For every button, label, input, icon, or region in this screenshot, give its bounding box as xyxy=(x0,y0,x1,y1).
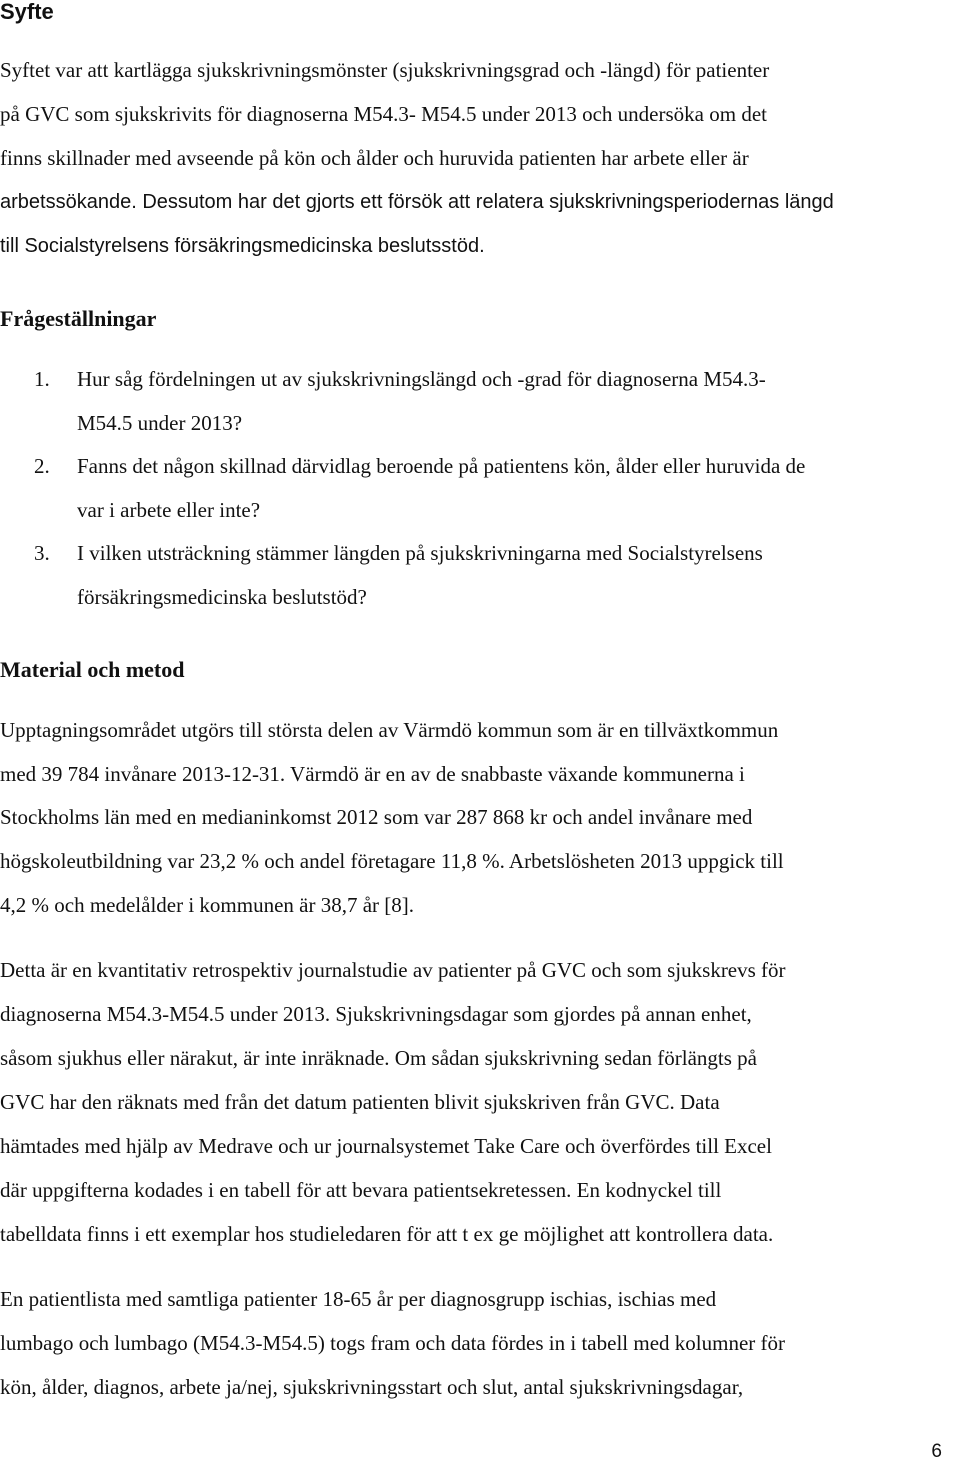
section-heading-fragestallningar: Frågeställningar xyxy=(0,306,157,331)
paragraph-line: lumbago och lumbago (M54.3-M54.5) togs fram och data fördes in i tabell med kolumner för xyxy=(0,1331,785,1355)
syfte-line: finns skillnader med avseende på kön och ålder och huruvida patienten har arbete eller är xyxy=(0,146,749,170)
paragraph-line: 4,2 % och medelålder i kommunen är 38,7 år [8]. xyxy=(0,893,415,917)
paragraph-line: Upptagningsområdet utgörs till största delen av Värmdö kommun som är en tillväxtkommun xyxy=(0,718,779,742)
page-number: 6 xyxy=(931,1441,942,1462)
paragraph-line: Detta är en kvantitativ retrospektiv journalstudie av patienter på GVC och som sjukskrevs för xyxy=(0,958,786,982)
question-number: 1. xyxy=(34,367,50,391)
question-line: I vilken utsträckning stämmer längden på sjukskrivningarna med Socialstyrelsens xyxy=(77,541,763,565)
syfte-line: på GVC som sjukskrivits för diagnoserna M54.3- M54.5 under 2013 och undersöka om det xyxy=(0,102,767,126)
question-number: 2. xyxy=(34,454,50,478)
section-heading-syfte: Syfte xyxy=(0,0,54,24)
paragraph-line: diagnoserna M54.3-M54.5 under 2013. Sjukskrivningsdagar som gjordes på annan enhet, xyxy=(0,1002,752,1026)
question-line: försäkringsmedicinska beslutstöd? xyxy=(77,585,367,609)
question-line: var i arbete eller inte? xyxy=(77,498,261,522)
question-line: M54.5 under 2013? xyxy=(77,411,243,435)
question-line: Fanns det någon skillnad därvidlag beroende på patientens kön, ålder eller huruvida de xyxy=(77,454,806,478)
paragraph-line: högskoleutbildning var 23,2 % och andel företagare 11,8 %. Arbetslösheten 2013 uppgick till xyxy=(0,849,784,873)
syfte-line: arbetssökande. Dessutom har det gjorts ett försök att relatera sjukskrivningsperiodernas längd xyxy=(0,191,834,213)
paragraph-line: Stockholms län med en medianinkomst 2012 som var 287 868 kr och andel invånare med xyxy=(0,805,753,829)
syfte-line: Syftet var att kartlägga sjukskrivningsmönster (sjukskrivningsgrad och -längd) för patienter xyxy=(0,58,770,82)
paragraph-line: hämtades med hjälp av Medrave och ur journalsystemet Take Care och överfördes till Excel xyxy=(0,1134,772,1158)
section-heading-material: Material och metod xyxy=(0,657,185,682)
paragraph-line: En patientlista med samtliga patienter 18-65 år per diagnosgrupp ischias, ischias med xyxy=(0,1287,717,1311)
question-line: Hur såg fördelningen ut av sjukskrivningslängd och -grad för diagnoserna M54.3- xyxy=(77,367,766,391)
paragraph-line: med 39 784 invånare 2013-12-31. Värmdö är en av de snabbaste växande kommunerna i xyxy=(0,762,745,786)
syfte-line: till Socialstyrelsens försäkringsmedicinska beslutsstöd. xyxy=(0,235,485,257)
paragraph-line: GVC har den räknats med från det datum patienten blivit sjukskriven från GVC. Data xyxy=(0,1090,720,1114)
paragraph-line: såsom sjukhus eller närakut, är inte inräknade. Om sådan sjukskrivning sedan förlängts på xyxy=(0,1046,757,1070)
paragraph-line: kön, ålder, diagnos, arbete ja/nej, sjukskrivningsstart och slut, antal sjukskrivningsdagar, xyxy=(0,1375,744,1399)
paragraph-line: där uppgifterna kodades i en tabell för att bevara patientsekretessen. En kodnyckel till xyxy=(0,1178,722,1202)
question-number: 3. xyxy=(34,541,50,565)
paragraph-line: tabelldata finns i ett exemplar hos studieledaren för att t ex ge möjlighet att kontrollera data. xyxy=(0,1222,774,1246)
